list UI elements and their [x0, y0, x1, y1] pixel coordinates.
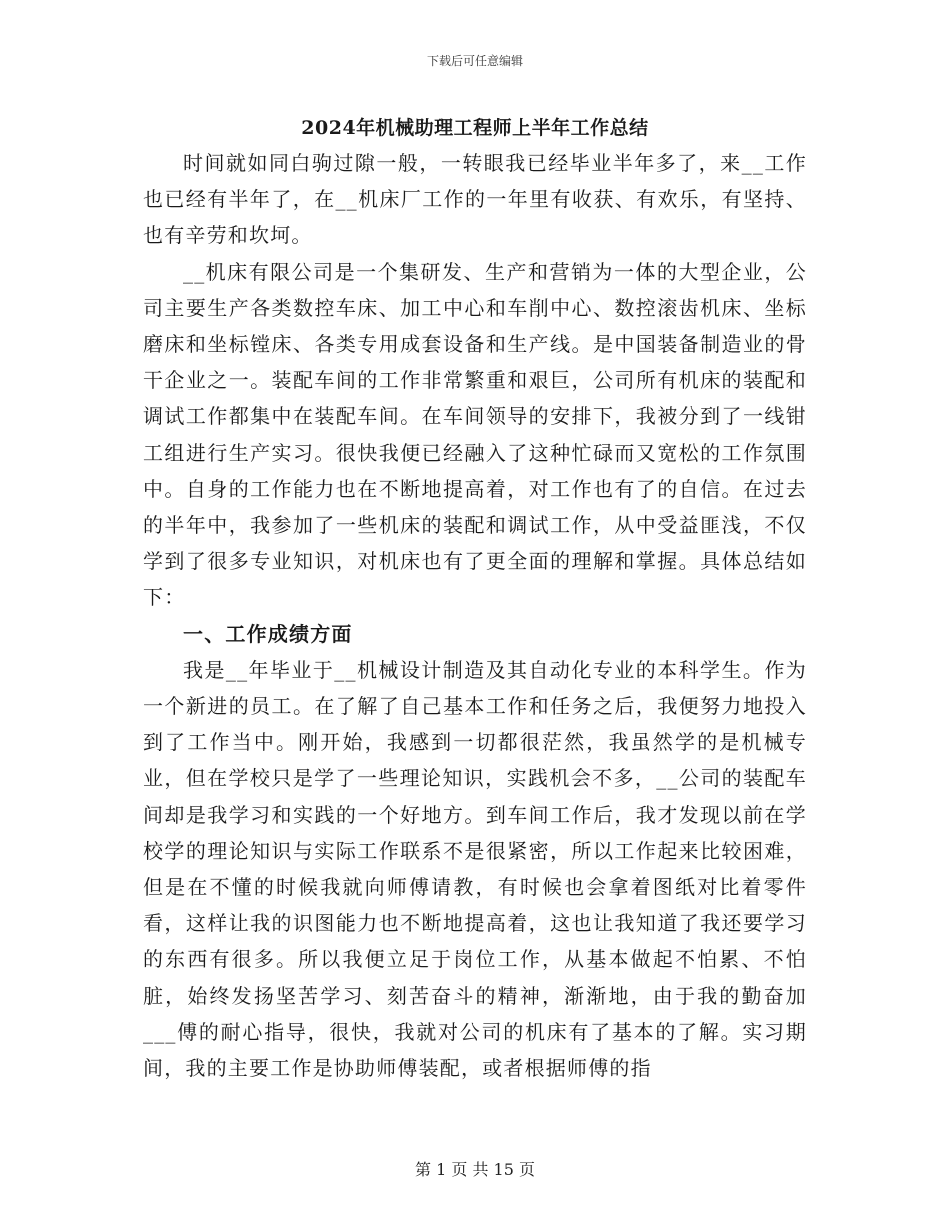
paragraph-achievements: 我是__年毕业于__机械设计制造及其自动化专业的本科学生。作为一个新进的员工。在了解了自己基本工作和任务之后，我便努力地投入到了工作当中。刚开始，我感到一切都很茫然，我虽然学的是机械专业，但在学校只是学了一些理论知识，实践机会不多，__公司的装配车间却是我学习和实践的一个好地方。到车间工作后，我才发现以前在学校学的理论知识与实际工作联系不是很紧密，所以工作起来比较困难，但是在不懂的时候我就向师傅请教，有时候也会拿着图纸对比着零件看，这样让我的识图能力也不断地提高着，这也让我知道了我还要学习的东西有很多。所以我便立足于岗位工作，从基本做起不怕累、不怕脏，始终发扬坚苦学习、刻苦奋斗的精神，渐渐地，由于我的勤奋加___傅的耐心指导，很快，我就对公司的机床有了基本的了解。实习期间，我的主要工作是协助师傅装配，或者根据师傅的指: [143, 657, 807, 1081]
paragraph-company: __机床有限公司是一个集研发、生产和营销为一体的大型企业，公司主要生产各类数控车床、加工中心和车削中心、数控滚齿机床、坐标磨床和坐标镗床、各类专用成套设备和生产线。是中国装备制造业的骨干企业之一。装配车间的工作非常繁重和艰巨，公司所有机床的装配和调试工作都集中在装配车间。在车间领导的安排下，我被分到了一线钳工组进行生产实习。很快我便已经融入了这种忙碌而又宽松的工作氛围中。自身的工作能力也在不断地提高着，对工作也有了的自信。在过去的半年中，我参加了一些机床的装配和调试工作，从中受益匪浅，不仅学到了很多专业知识，对机床也有了更全面的理解和掌握。具体总结如下：: [143, 259, 807, 610]
document-title: 2024年机械助理工程师上半年工作总结: [301, 117, 649, 139]
paragraph-intro: 时间就如同白驹过隙一般，一转眼我已经毕业半年多了，来__工作也已经有半年了，在__机床厂工作的一年里有收获、有欢乐，有坚持、也有辛劳和坎坷。: [143, 151, 807, 248]
page-number: 第 1 页 共 15 页: [415, 1160, 535, 1179]
header-note: 下载后可任意编辑: [426, 54, 523, 68]
section-heading: 一、工作成绩方面: [183, 621, 353, 646]
document-body: [143, 145, 807, 1086]
